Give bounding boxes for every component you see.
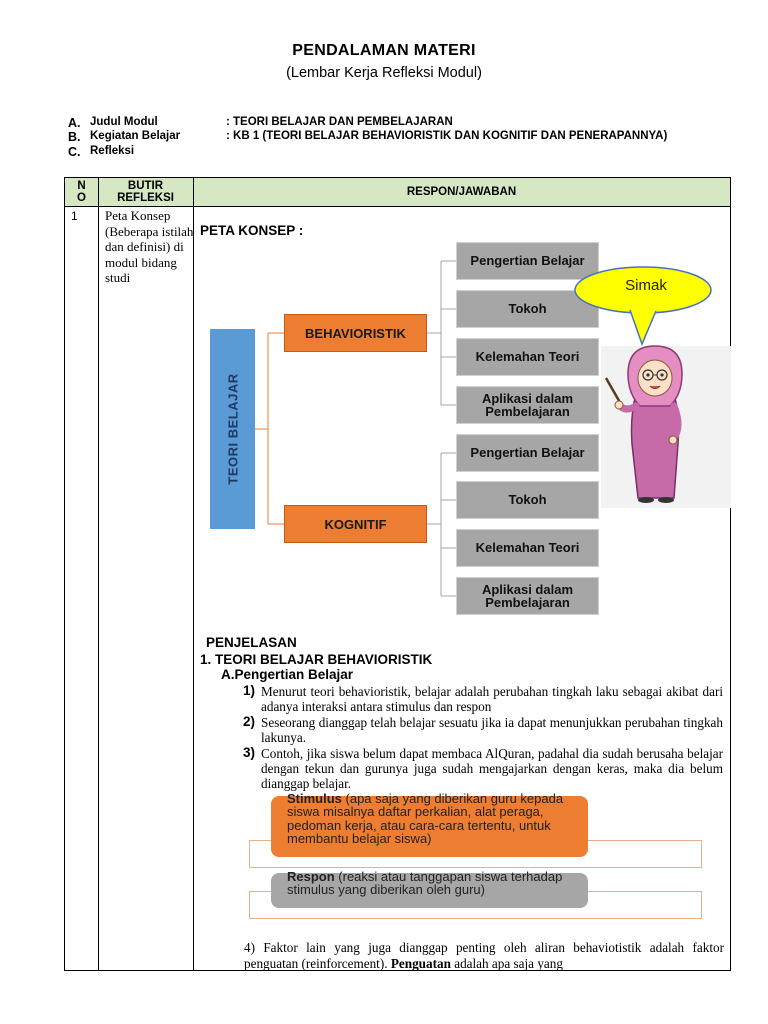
meta-letter: C. xyxy=(68,145,81,159)
branch-kognitif: KOGNITIF xyxy=(284,505,427,543)
list-item-number: 2) xyxy=(243,714,256,729)
row-number: 1 xyxy=(71,209,78,223)
item4-prefix: 4) Faktor lain yang juga dianggap penting oleh aliran behaviotistik adalah faktor penguatan (reinforcement). xyxy=(244,940,724,971)
meta-label: Judul Modul xyxy=(90,116,158,128)
kognitif-item-kelemahan: Kelemahan Teori xyxy=(456,529,599,567)
meta-value: : KB 1 (TEORI BELAJAR BEHAVIORISTIK DAN KOGNITIF DAN PENERAPANNYA) xyxy=(226,130,668,142)
list-item: Seseorang dianggap telah belajar sesuatu jika ia dapat menunjukkan perubahan tingkah lakunya. xyxy=(261,715,723,746)
kognitif-item-pengertian: Pengertian Belajar xyxy=(456,434,599,472)
page-subtitle: (Lembar Kerja Refleksi Modul) xyxy=(286,65,482,81)
list-item-number: 1) xyxy=(243,683,256,698)
item4-bold: Penguatan xyxy=(390,955,451,971)
list-item: Menurut teori behavioristik, belajar adalah perubahan tingkah laku sebagai akibat dari adanya interaksi antara stimulus dan respon xyxy=(261,684,723,715)
meta-label: Refleksi xyxy=(90,145,135,157)
stimulus-term: Stimulus xyxy=(287,791,342,806)
concept-map-heading: PETA KONSEP : xyxy=(200,223,304,238)
speech-bubble-text: Simak xyxy=(625,277,667,294)
header-butir: BUTIR REFLEKSI xyxy=(98,178,193,207)
kognitif-item-tokoh: Tokoh xyxy=(456,481,599,519)
explanation-heading: PENJELASAN xyxy=(206,635,297,650)
meta-letter: A. xyxy=(68,116,81,130)
teacher-illustration xyxy=(570,266,720,506)
branch-behavioristik: BEHAVIORISTIK xyxy=(284,314,427,352)
stimulus-text xyxy=(287,792,575,846)
respon-text xyxy=(287,870,577,897)
kognitif-item-aplikasi: Aplikasi dalam Pembelajaran xyxy=(456,577,599,615)
stimulus-definition: (apa saja yang diberikan guru kepada siswa misalnya daftar perkalian, alat peraga, pedoman kerja, atau cara-cara tertentu, untuk membantu belajar siswa) xyxy=(287,791,564,847)
root-node-label: TEORI BELAJAR xyxy=(225,373,240,485)
root-node xyxy=(210,329,255,529)
list-item: Contoh, jika siswa belum dapat membaca AlQuran, padahal dia sudah berusaha belajar dengan tekun dan gurunya juga sudah mengajarkan dengan keras, maka dia belum dianggap belajar. xyxy=(261,746,723,792)
meta-value: : TEORI BELAJAR DAN PEMBELAJARAN xyxy=(226,116,453,128)
page-title: PENDALAMAN MATERI xyxy=(292,42,476,59)
meta-letter: B. xyxy=(68,130,81,144)
respon-definition: (reaksi atau tanggapan siswa terhadap stimulus yang diberikan oleh guru) xyxy=(287,869,563,898)
header-respon: RESPON/JAWABAN xyxy=(193,178,730,207)
respon-term: Respon xyxy=(287,869,335,884)
item4-suffix: adalah apa saja yang xyxy=(450,955,563,971)
section-title: 1. TEORI BELAJAR BEHAVIORISTIK xyxy=(200,652,433,667)
meta-label: Kegiatan Belajar xyxy=(90,130,181,142)
behavioristik-item-kelemahan: Kelemahan Teori xyxy=(456,338,599,376)
behavioristik-item-tokoh: Tokoh xyxy=(456,290,599,328)
subsection-title: A.Pengertian Belajar xyxy=(221,667,354,682)
behavioristik-item-pengertian: Pengertian Belajar xyxy=(456,242,599,280)
list-item-4 xyxy=(244,940,724,971)
row-butir-text: Peta Konsep (Beberapa istilah dan definisi) di modul bidang studi xyxy=(105,208,194,285)
list-item-number: 3) xyxy=(243,745,256,760)
behavioristik-item-aplikasi: Aplikasi dalam Pembelajaran xyxy=(456,386,599,424)
header-no: N O xyxy=(65,178,98,207)
